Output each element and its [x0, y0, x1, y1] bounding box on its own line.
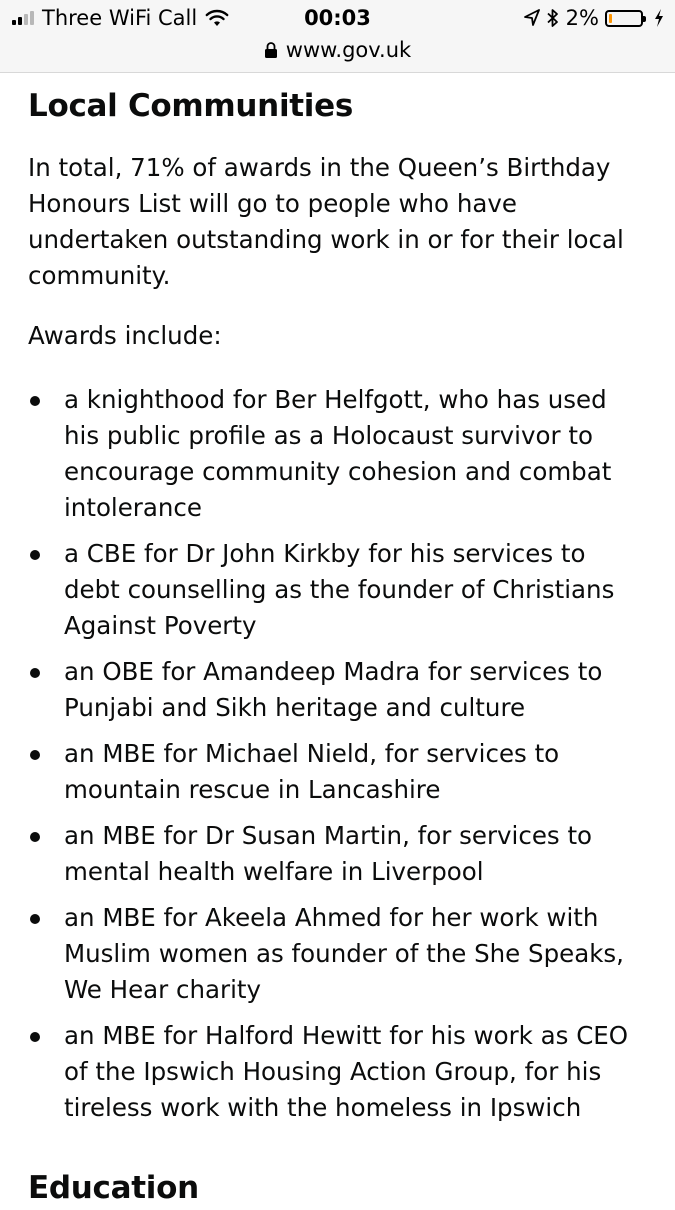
bullet-icon: [30, 396, 40, 406]
article-content: [28, 72, 648, 1136]
charging-bolt-icon: [653, 8, 665, 28]
lock-icon: [264, 41, 278, 59]
clock: 00:03: [304, 6, 371, 30]
list-item: [28, 1018, 648, 1126]
battery-fill: [609, 14, 612, 23]
list-item: [28, 900, 648, 1008]
list-item-text: an MBE for Akeela Ahmed for her work with Muslim women as founder of the She Speaks, We Hear charity: [64, 903, 624, 1004]
intro-paragraph: In total, 71% of awards in the Queen’s Birthday Honours List will go to people who have undertaken outstanding work in or for their local community.: [28, 153, 624, 290]
section-heading: Local Communities: [28, 88, 354, 124]
carrier-label: Three WiFi Call: [42, 6, 198, 30]
bullet-icon: [30, 750, 40, 760]
bullet-icon: [30, 550, 40, 560]
bullet-icon: [30, 1032, 40, 1042]
url-text[interactable]: www.gov.uk: [285, 38, 412, 62]
status-right: [524, 5, 665, 31]
list-item: [28, 654, 648, 726]
list-item-text: an MBE for Halford Hewitt for his work as CEO of the Ipswich Housing Action Group, for his tireless work with the homeless in Ipswich: [64, 1021, 629, 1122]
list-item-text: an MBE for Michael Nield, for services to mountain rescue in Lancashire: [64, 739, 560, 804]
url-bar[interactable]: [0, 36, 675, 64]
location-arrow-icon: [524, 9, 540, 27]
list-item-text: a CBE for Dr John Kirkby for his services to debt counselling as the founder of Christians Against Poverty: [64, 539, 615, 640]
browser-status-bar: [0, 0, 675, 73]
list-item-text: an OBE for Amandeep Madra for services to Punjabi and Sikh heritage and culture: [64, 657, 603, 722]
list-item: [28, 736, 648, 808]
next-section-heading: Education: [28, 1170, 199, 1206]
list-item: [28, 536, 648, 644]
awards-intro: Awards include:: [28, 321, 222, 350]
list-item: [28, 382, 648, 526]
list-item-text: a knighthood for Ber Helfgott, who has used his public profile as a Holocaust survivor to encourage community cohesion and combat intolerance: [64, 385, 612, 522]
bullet-icon: [30, 832, 40, 842]
battery-percent: 2%: [565, 6, 599, 30]
list-item-text: an MBE for Dr Susan Martin, for services to mental health welfare in Liverpool: [64, 821, 593, 886]
bluetooth-icon: [546, 8, 560, 28]
battery-icon: [605, 10, 643, 27]
bullet-icon: [30, 668, 40, 678]
awards-list: [28, 382, 648, 1126]
bullet-icon: [30, 914, 40, 924]
list-item: [28, 818, 648, 890]
